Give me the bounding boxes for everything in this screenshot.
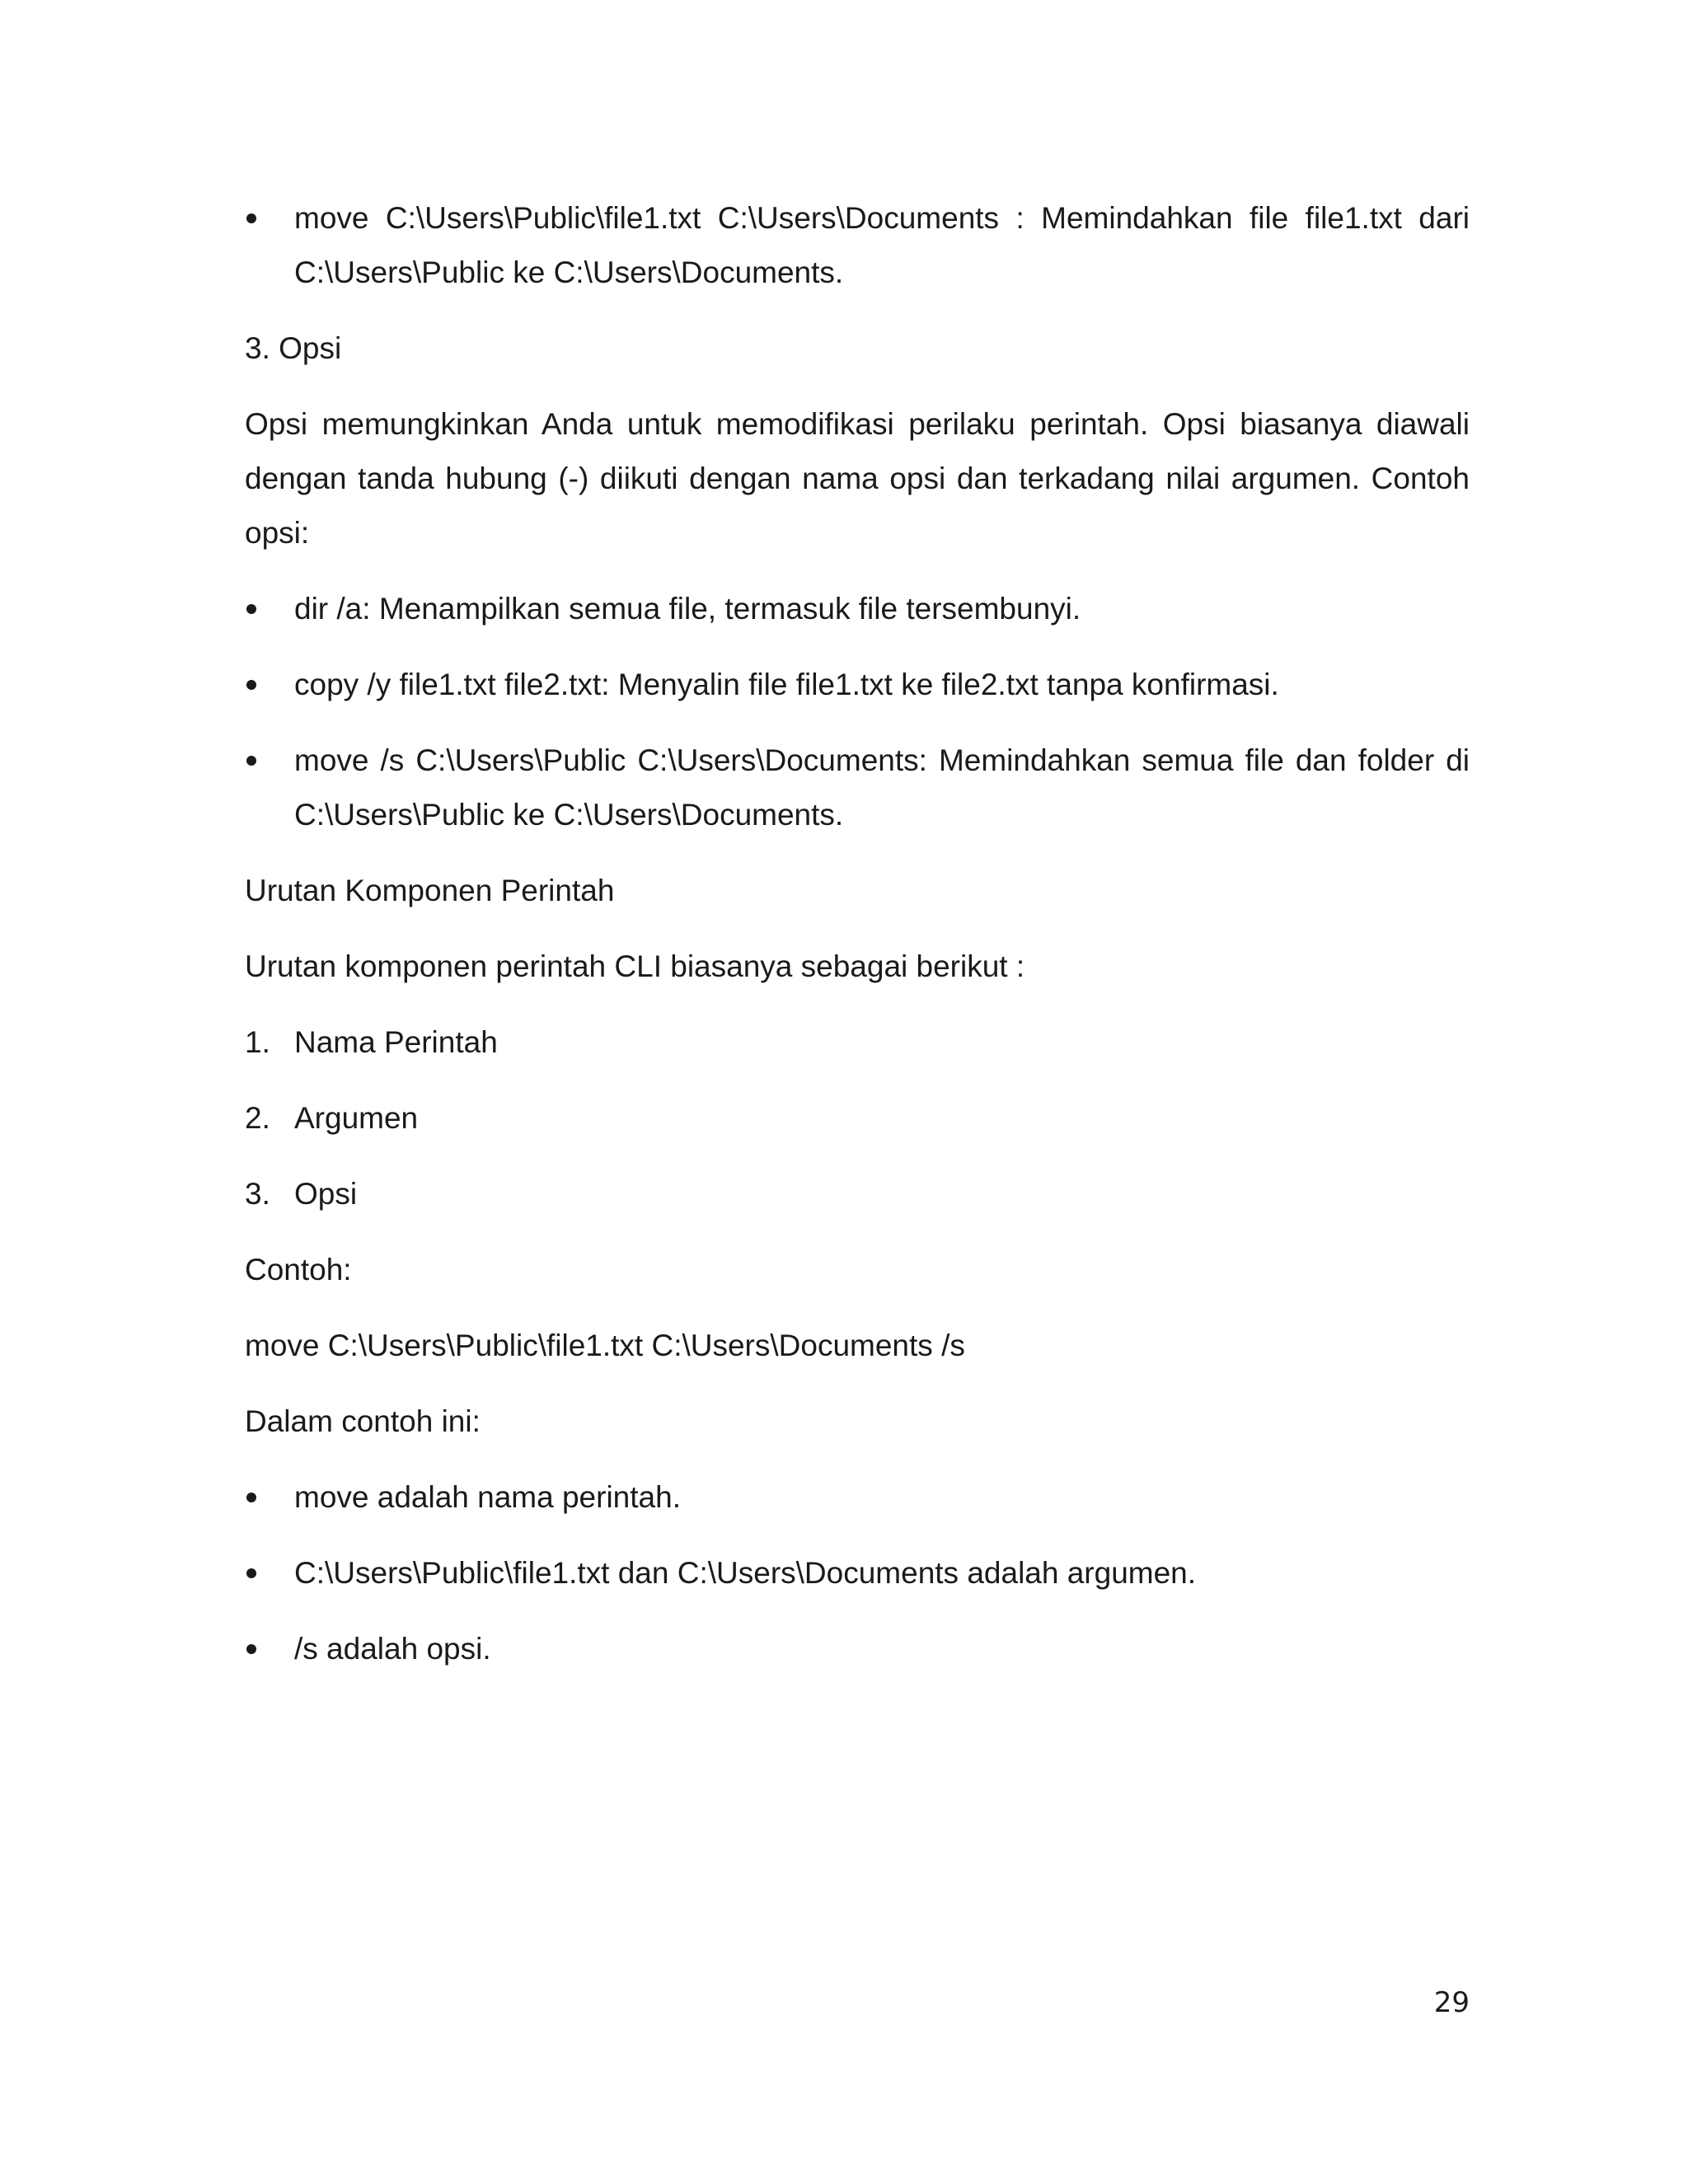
list-item-opsi-example-3 — [245, 733, 1470, 842]
list-number: 2. — [245, 1101, 270, 1135]
list-item-opsi-example-2 — [245, 658, 1470, 712]
list-item-explanation-1 — [245, 1470, 1470, 1525]
section-heading-urutan: Urutan Komponen Perintah — [245, 874, 615, 907]
list-item-explanation-2 — [245, 1546, 1470, 1601]
contoh-command: move C:\Users\Public\file1.txt C:\Users\Documents /s — [245, 1329, 965, 1362]
explanation-text: /s adalah opsi. — [294, 1632, 491, 1666]
list-number: 1. — [245, 1025, 270, 1059]
list-item-explanation-3 — [245, 1622, 1470, 1676]
opsi-paragraph: Opsi memungkinkan Anda untuk memodifikasi perilaku perintah. Opsi biasanya diawali dengan tanda hubung (-) diikuti dengan nama opsi dan terkadang nilai argumen. Contoh opsi: — [245, 407, 1470, 550]
opsi-example-text: move /s C:\Users\Public C:\Users\Documents: Memindahkan semua file dan folder di C:\Users\Public ke C:\Users\Documents. — [294, 743, 1470, 832]
numbered-item-1 — [245, 1015, 1470, 1070]
page-number: 29 — [1433, 1986, 1470, 2019]
explanation-text: C:\Users\Public\file1.txt dan C:\Users\Documents adalah argumen. — [294, 1556, 1197, 1590]
urutan-intro: Urutan komponen perintah CLI biasanya sebagai berikut : — [245, 949, 1025, 983]
document-page — [245, 191, 1470, 1698]
opsi-example-text: copy /y file1.txt file2.txt: Menyalin file file1.txt ke file2.txt tanpa konfirmasi. — [294, 668, 1279, 701]
numbered-item-2 — [245, 1091, 1470, 1146]
numbered-item-text: Nama Perintah — [294, 1025, 498, 1059]
numbered-item-text: Argumen — [294, 1101, 419, 1135]
move-example-text: move C:\Users\Public\file1.txt C:\Users\Documents : Memindahkan file file1.txt dari C:\Users\Public ke C:\Users\Documents. — [294, 201, 1470, 289]
section-heading-opsi: 3. Opsi — [245, 331, 342, 365]
list-number: 3. — [245, 1177, 270, 1211]
numbered-item-3 — [245, 1167, 1470, 1221]
list-item-opsi-example-1 — [245, 582, 1470, 636]
dalam-contoh-label: Dalam contoh ini: — [245, 1404, 481, 1438]
numbered-item-text: Opsi — [294, 1177, 358, 1211]
contoh-label: Contoh: — [245, 1253, 352, 1286]
list-item-move-example — [245, 191, 1470, 300]
explanation-text: move adalah nama perintah. — [294, 1480, 681, 1514]
opsi-example-text: dir /a: Menampilkan semua file, termasuk file tersembunyi. — [294, 592, 1081, 626]
